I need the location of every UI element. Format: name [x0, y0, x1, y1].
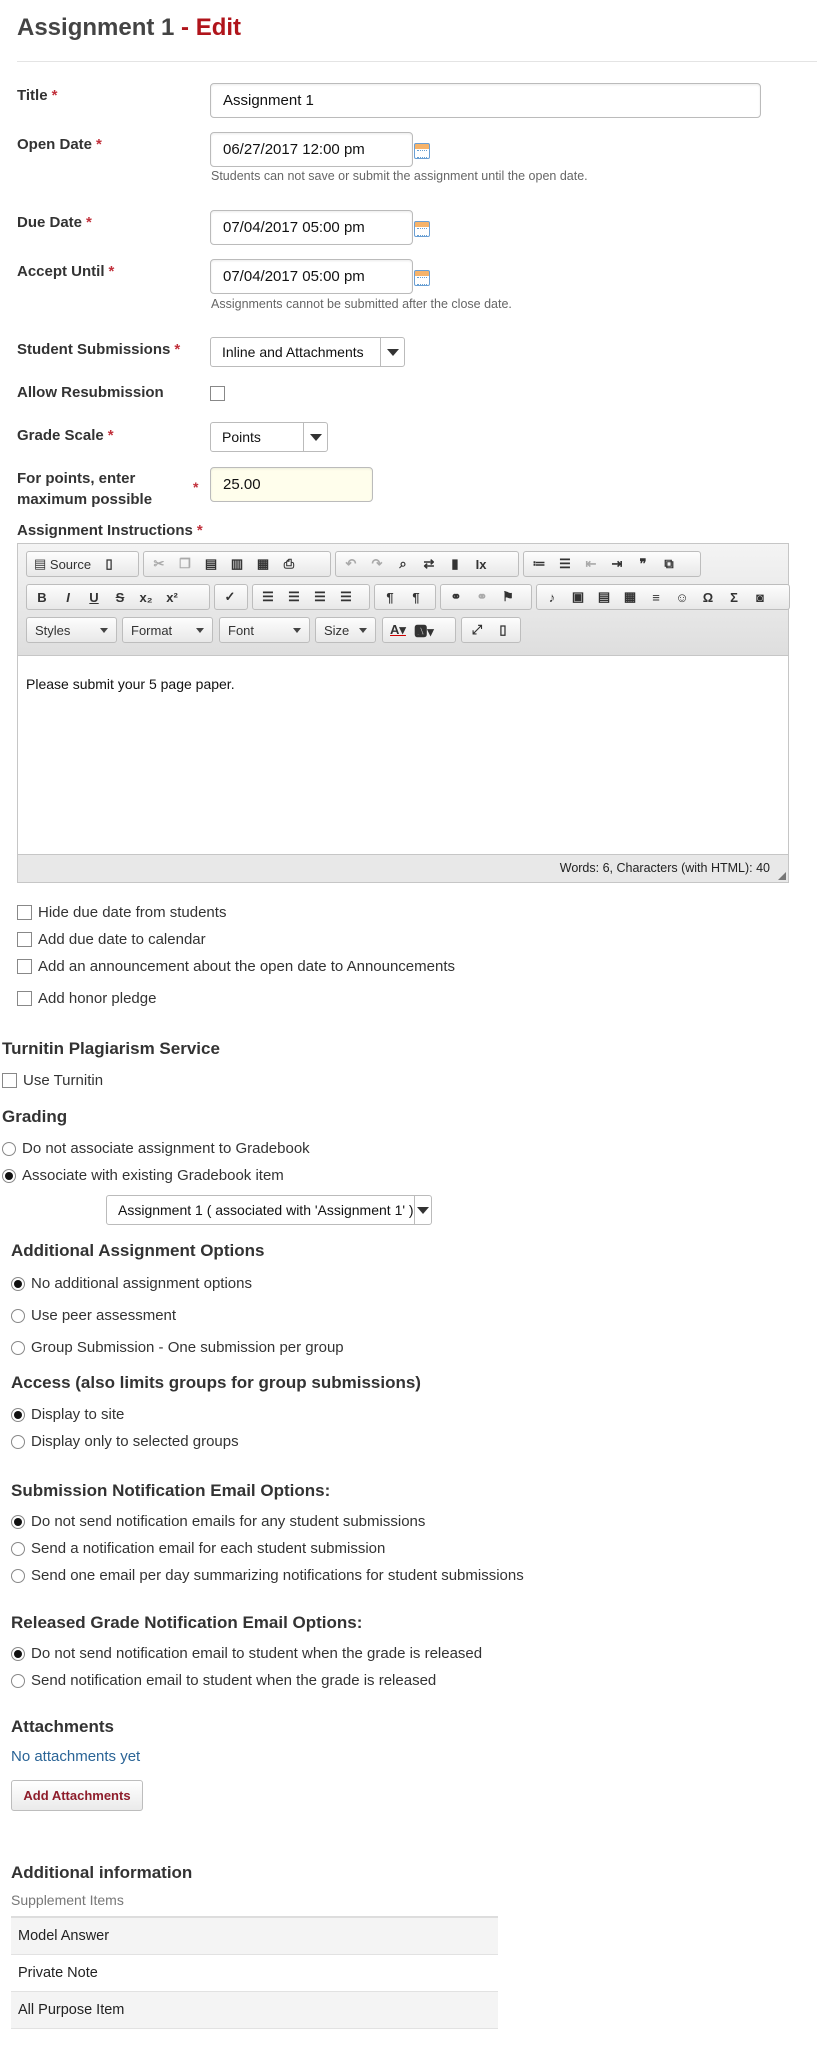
turnitin-title: Turnitin Plagiarism Service	[2, 1039, 220, 1058]
radio[interactable]	[2, 1169, 16, 1183]
additional-options-title: Additional Assignment Options	[11, 1241, 265, 1260]
access-title: Access (also limits groups for group submissions)	[11, 1373, 421, 1392]
align-left-icon[interactable]: ☰	[262, 589, 274, 604]
paste-icon[interactable]: ▤	[204, 556, 218, 571]
basic-styles-group	[26, 584, 210, 610]
chevron-down-icon	[196, 628, 204, 633]
accept-until-input[interactable]: 07/04/2017 05:00 pm	[210, 259, 413, 294]
styles-combo[interactable]: Styles	[26, 617, 117, 643]
rich-text-editor[interactable]	[17, 543, 789, 883]
radio[interactable]	[2, 1142, 16, 1156]
outdent-icon[interactable]: ⇤	[585, 556, 597, 571]
chevron-down-icon	[293, 628, 301, 633]
table-icon[interactable]: ▦	[623, 589, 637, 604]
grade-scale-value: Points	[222, 429, 261, 445]
superscript-icon[interactable]: x²	[166, 589, 178, 605]
maximize-icon[interactable]: ⤢	[471, 622, 483, 637]
radio[interactable]	[11, 1542, 25, 1556]
accept-until-help: Assignments cannot be submitted after the close date.	[211, 297, 512, 311]
remove-format-icon[interactable]: Ix	[475, 556, 487, 572]
indent-icon[interactable]: ⇥	[611, 556, 623, 571]
spellcheck-group	[214, 584, 248, 610]
find-icon[interactable]: ⌕	[399, 556, 407, 571]
chevron-down-icon	[303, 423, 327, 451]
max-points-input[interactable]: 25.00	[210, 467, 373, 502]
due-date-input[interactable]: 07/04/2017 05:00 pm	[210, 210, 413, 245]
checkbox[interactable]	[17, 959, 32, 974]
page-title-accent: - Edit	[181, 14, 242, 41]
checkbox[interactable]	[17, 991, 32, 1006]
undo-icon[interactable]: ↶	[345, 556, 357, 571]
align-group	[252, 584, 370, 610]
editor-toolbar	[18, 544, 788, 656]
copy-icon[interactable]: ❐	[179, 556, 191, 571]
image-icon[interactable]: ▣	[571, 589, 585, 604]
released-send-option[interactable]: Send notification email to student when the grade is released	[11, 1672, 436, 1689]
replace-icon[interactable]: ⇄	[423, 556, 435, 571]
radio[interactable]	[11, 1309, 25, 1323]
align-justify-icon[interactable]: ☰	[340, 589, 352, 604]
spellcheck-icon[interactable]: ✓	[224, 589, 236, 604]
radio[interactable]	[11, 1435, 25, 1449]
movie-icon[interactable]: ▤	[597, 589, 611, 604]
required-marker: *	[193, 479, 199, 495]
add-due-date-option[interactable]: Add due date to calendar	[17, 931, 206, 948]
format-combo[interactable]: Format	[122, 617, 213, 643]
subscript-icon[interactable]: x₂	[139, 589, 153, 605]
smiley-icon[interactable]: ☺	[675, 589, 689, 605]
document-group	[26, 551, 139, 577]
grade-scale-label: Grade Scale *	[17, 427, 114, 444]
submissions-select-value: Inline and Attachments	[222, 344, 364, 360]
notify-each-option[interactable]: Send a notification email for each student submission	[11, 1540, 385, 1557]
attachments-title: Attachments	[11, 1717, 114, 1736]
div-icon[interactable]: ⧉	[664, 556, 674, 571]
underline-icon[interactable]: U	[89, 589, 99, 605]
checkbox[interactable]	[2, 1073, 17, 1088]
cut-icon[interactable]: ✂	[153, 556, 165, 571]
open-date-help: Students can not save or submit the assignment until the open date.	[211, 169, 588, 183]
no-attachments-text: No attachments yet	[11, 1748, 141, 1765]
numbered-list-icon[interactable]: ≔	[532, 556, 546, 571]
chevron-down-icon	[359, 628, 367, 633]
use-turnitin-option[interactable]: Use Turnitin	[2, 1072, 103, 1089]
radio[interactable]	[11, 1569, 25, 1583]
links-group	[440, 584, 532, 610]
grading-existing-item[interactable]: Associate with existing Gradebook item	[2, 1167, 284, 1184]
grading-no-gradebook[interactable]: Do not associate assignment to Gradebook	[2, 1140, 310, 1157]
print-icon[interactable]: ⎙	[283, 556, 295, 571]
text-color-icon[interactable]: A▾	[390, 622, 406, 637]
add-attachments-button[interactable]: Add Attachments	[11, 1780, 143, 1811]
horizontal-line-icon[interactable]: ≡	[652, 589, 660, 605]
honor-pledge-option[interactable]: Add honor pledge	[17, 990, 156, 1007]
released-grade-title: Released Grade Notification Email Options:	[11, 1613, 363, 1632]
supplement-table	[11, 1888, 498, 2029]
chevron-down-icon	[380, 338, 404, 366]
italic-icon[interactable]: I	[66, 589, 70, 605]
radio[interactable]	[11, 1515, 25, 1529]
peer-assessment-option[interactable]: Use peer assessment	[11, 1307, 176, 1324]
radio[interactable]	[11, 1277, 25, 1291]
font-combo[interactable]: Font	[219, 617, 310, 643]
checkbox[interactable]	[17, 932, 32, 947]
checkbox[interactable]	[17, 905, 32, 920]
display-groups-option[interactable]: Display only to selected groups	[11, 1433, 239, 1450]
flash-icon[interactable]: ◙	[756, 589, 764, 605]
format-painter-icon[interactable]: ▮	[451, 556, 459, 571]
bold-icon[interactable]: B	[37, 589, 47, 605]
radio[interactable]	[11, 1341, 25, 1355]
tools-group	[461, 617, 521, 643]
display-to-site-option[interactable]: Display to site	[11, 1406, 124, 1423]
paste-text-icon[interactable]: ▥	[230, 556, 244, 571]
calendar-icon[interactable]	[414, 143, 430, 159]
blockquote-icon[interactable]: ❞	[639, 556, 647, 571]
insert-group	[536, 584, 790, 610]
rtl-icon[interactable]: ¶	[412, 589, 420, 605]
page-title-text: Assignment 1	[17, 14, 175, 41]
direction-group	[374, 584, 436, 610]
strikethrough-icon[interactable]: S	[115, 589, 125, 605]
audio-icon[interactable]: ♪	[548, 589, 556, 605]
link-icon[interactable]: ⚭	[450, 589, 462, 604]
submissions-select[interactable]	[210, 337, 405, 367]
open-date-input[interactable]: 06/27/2017 12:00 pm	[210, 132, 413, 167]
due-date-label: Due Date *	[17, 214, 92, 231]
radio[interactable]	[11, 1674, 25, 1688]
resize-grip-icon[interactable]	[778, 872, 786, 880]
no-additional-option[interactable]: No additional assignment options	[11, 1275, 252, 1292]
redo-icon[interactable]: ↷	[371, 556, 383, 571]
background-color-icon[interactable]: 🅰▾	[414, 623, 434, 639]
notification-title: Submission Notification Email Options:	[11, 1481, 331, 1500]
editor-content[interactable]: Please submit your 5 page paper.	[18, 656, 788, 854]
header-divider	[17, 61, 817, 62]
table-row[interactable]: Model Answer	[11, 1918, 498, 1955]
instructions-label: Assignment Instructions *	[17, 522, 203, 539]
chevron-down-icon	[414, 1196, 431, 1224]
chevron-down-icon	[100, 628, 108, 633]
sigma-icon[interactable]: Σ	[730, 589, 738, 605]
resubmission-checkbox[interactable]	[210, 386, 225, 401]
align-right-icon[interactable]: ☰	[314, 589, 326, 604]
grade-scale-select[interactable]	[210, 422, 328, 452]
supplement-header: Supplement Items	[11, 1888, 498, 1918]
radio[interactable]	[11, 1647, 25, 1661]
released-none-option[interactable]: Do not send notification email to student when the grade is released	[11, 1645, 482, 1662]
notify-none-option[interactable]: Do not send notification emails for any student submissions	[11, 1513, 425, 1530]
bulleted-list-icon[interactable]: ☰	[559, 556, 571, 571]
edit-group	[335, 551, 519, 577]
paste-word-icon[interactable]: ▦	[256, 556, 270, 571]
accept-until-label: Accept Until *	[17, 263, 115, 280]
hide-due-date-option[interactable]: Hide due date from students	[17, 904, 226, 921]
submissions-label: Student Submissions *	[17, 341, 181, 358]
word-count: Words: 6, Characters (with HTML): 40	[559, 861, 770, 875]
colors-group	[382, 617, 456, 643]
clipboard-group	[143, 551, 331, 577]
size-combo[interactable]: Size	[315, 617, 376, 643]
points-label: For points, enter maximum possible	[17, 470, 153, 508]
resubmission-label: Allow Resubmission	[17, 384, 164, 401]
additional-info-title: Additional information	[11, 1863, 193, 1882]
gradebook-item-value: Assignment 1 ( associated with 'Assignment 1' )	[118, 1202, 414, 1218]
title-input[interactable]: Assignment 1	[210, 83, 761, 118]
table-row[interactable]: Private Note	[11, 1955, 498, 1992]
show-blocks-icon[interactable]: ▯	[499, 622, 507, 637]
table-row[interactable]: All Purpose Item	[11, 1992, 498, 2029]
title-label: Title *	[17, 87, 58, 104]
ltr-icon[interactable]: ¶	[386, 589, 394, 605]
align-center-icon[interactable]: ☰	[288, 589, 300, 604]
gradebook-item-select[interactable]	[106, 1195, 432, 1225]
calendar-icon[interactable]	[414, 221, 430, 237]
open-date-label: Open Date *	[17, 136, 102, 153]
source-button[interactable]: ▤ Source	[34, 556, 92, 572]
anchor-flag-icon[interactable]: ⚑	[502, 589, 514, 604]
page-title	[17, 14, 241, 42]
add-announcement-option[interactable]: Add an announcement about the open date to Announcements	[17, 958, 455, 975]
group-submission-option[interactable]: Group Submission - One submission per group	[11, 1339, 344, 1356]
grading-title: Grading	[2, 1107, 68, 1126]
calendar-icon[interactable]	[414, 270, 430, 286]
radio[interactable]	[11, 1408, 25, 1422]
notify-daily-option[interactable]: Send one email per day summarizing notifications for student submissions	[11, 1567, 524, 1584]
paragraph-group	[523, 551, 701, 577]
omega-icon[interactable]: Ω	[702, 589, 714, 605]
editor-status-bar	[18, 854, 788, 882]
document-icon[interactable]: ▯	[105, 556, 113, 571]
unlink-icon[interactable]: ⚭	[476, 589, 488, 604]
